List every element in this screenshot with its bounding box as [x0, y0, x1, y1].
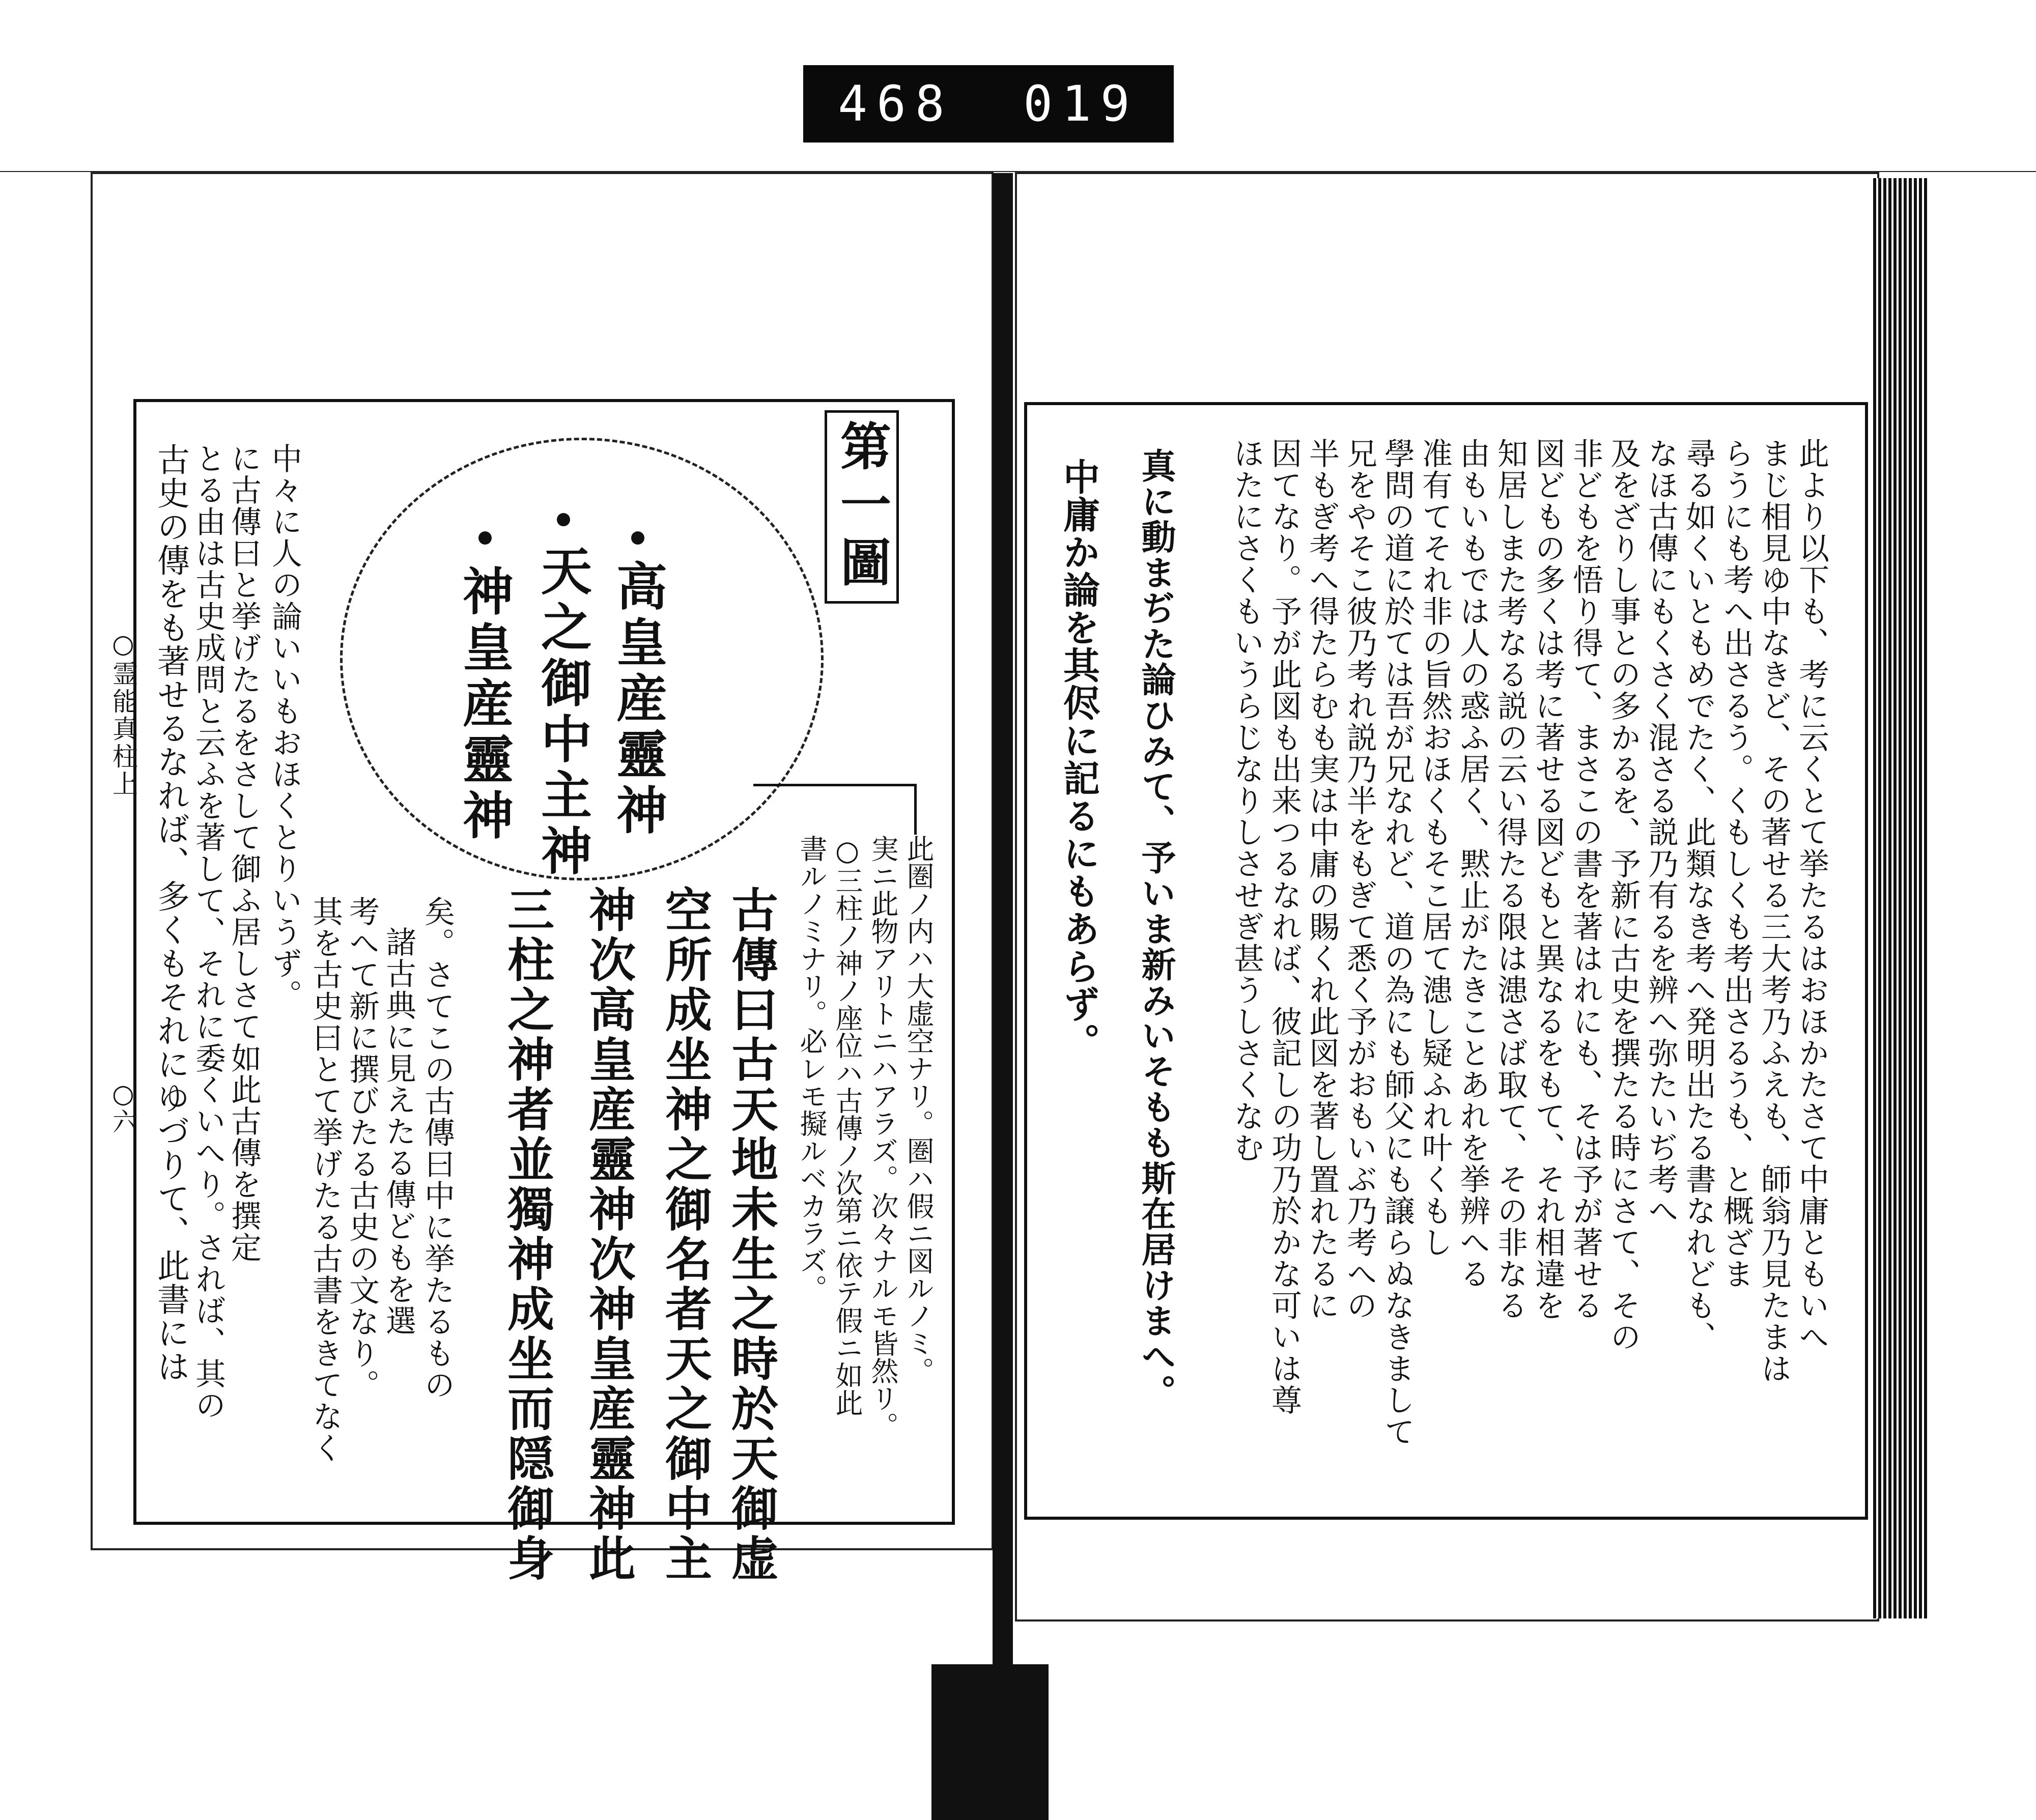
figure-title: 第一圖	[825, 410, 899, 604]
leader-line	[914, 784, 917, 835]
commentary-line: とる由は古史成問と云ふを著して、それに委くいへり。されば、其の	[190, 443, 226, 1421]
body-line: 半もぎ考へ得たらむも実は中庸の賜くれ此図を著し置れたるに	[1304, 438, 1340, 1321]
body-line: 非どもを悟り得て、まさこの書を著はれにも、そは予が著せる	[1568, 438, 1603, 1321]
commentary-line: 古史の傳をも著せるなれば、多くもそれにゆづりて、此書には	[152, 443, 189, 1383]
body-line: 准有てそれ非の旨然おほくもそこ居て漶し疑ふれ叶くもし	[1417, 438, 1453, 1258]
body-line: 及をざりし事との多かるを、予新に古史を撰たる時にさて、その	[1605, 438, 1641, 1353]
bullet-dot	[478, 531, 492, 545]
figure-note-line: 此圏ノ内ハ大虚空ナリ。圏ハ假ニ図ルノミ。	[902, 835, 935, 1384]
figure-note-line: 実ニ此物アリトニハアラズ。次々ナルモ皆然リ。	[867, 835, 899, 1439]
commentary-line: 考へて新に撰びたる古史の文なり。	[344, 896, 380, 1401]
archive-number-1: 468	[838, 75, 954, 132]
closing-line: 真に動まぢた論ひみて、予いま新みいそもも斯在居けまへ。	[1136, 448, 1176, 1410]
archive-label	[803, 65, 1174, 143]
body-line: 由もいもでは人の惑ふ居く、黙止がたきことあれを挙辨へる	[1455, 438, 1490, 1290]
body-line: ほたにさくもいうらじなりしさせぎ甚うしさくなむ	[1229, 438, 1264, 1163]
closing-line: 中庸か論を其侭に記るにもあらず。	[1057, 458, 1100, 1061]
bullet-dot	[557, 513, 570, 526]
body-line: 図どもの多くは考に著せる図どもと異なるをもて、それ相違を	[1530, 438, 1566, 1321]
figure-note-line: ○三柱ノ神ノ座位ハ古傳ノ次第ニ依テ假ニ如此	[831, 835, 863, 1416]
page-number: ○六	[108, 1079, 138, 1134]
leader-line	[753, 784, 916, 786]
intro-line: に古傳曰と挙げたるをさして御ふ居しさて如此古傳を撰定	[226, 443, 262, 1263]
body-line: まじ相見ゆ中なきど、その著せる三大考乃ふえも、師翁乃見たまは	[1756, 438, 1792, 1384]
body-line: 此より以下も、考に云くとて挙たるはおほかたさて中庸ともいへ	[1794, 438, 1829, 1353]
deity-label: 天之御中主神	[532, 545, 592, 880]
body-line: なほ古傳にもくさく混さる説乃有るを辨へ弥たいぢ考へ	[1643, 438, 1679, 1227]
scripture-line: 神次高皇産靈神次神皇産靈神此	[581, 886, 636, 1584]
commentary-line: 其を古史曰とて挙げたる古書をきてなく	[307, 896, 343, 1464]
intro-line: 中々に人の論いいもおほくとりいうず。	[267, 443, 302, 1011]
commentary-line: 矣。さてこの古傳曰中に挙たるもの	[419, 896, 455, 1401]
archive-number-2: 019	[1023, 75, 1139, 132]
body-line: らうにも考へ出さるう。くもしくも考出さるうも、と概ざま	[1718, 438, 1754, 1290]
body-line: 尋る如くいともめでたく、此類なき考へ発明出たる書なれども、	[1681, 438, 1716, 1353]
binding-shadow	[931, 1664, 1049, 1820]
running-title: ○霊能真柱上	[108, 629, 138, 798]
bullet-dot	[631, 531, 644, 545]
book-page-edges	[1873, 178, 1929, 1618]
commentary-line: 諸古典に見えたる傳どもを選	[381, 926, 416, 1336]
deity-label: 高皇産靈神	[608, 560, 668, 840]
deity-label: 神皇産靈神	[454, 565, 514, 845]
body-line: 因てなり。予が此図も出来つるなれば、彼記しの功乃於かな可いは尊	[1266, 438, 1302, 1416]
scripture-line: 古傳曰古天地未生之時於天御虚	[724, 886, 779, 1584]
body-line: 學問の道に於ては吾が兄なれど、道の為にも師父にも譲らぬなきまして	[1379, 438, 1415, 1447]
body-line: 兄をやそこ彼乃考れ説乃半をもぎて悉く予がおもいぶ乃考への	[1342, 438, 1377, 1321]
scripture-line: 空所成坐神之御名者天之御中主	[658, 886, 713, 1584]
scripture-line: 三柱之神者並獨神成坐而隠御身	[500, 886, 555, 1584]
figure-note-line: 書ルノミナリ。必レモ擬ルベカラズ。	[796, 835, 828, 1302]
body-line: 知居しまた考なる説の云い得たる限は漶さば取て、その非なる	[1492, 438, 1528, 1321]
book-gutter	[993, 173, 1013, 1669]
